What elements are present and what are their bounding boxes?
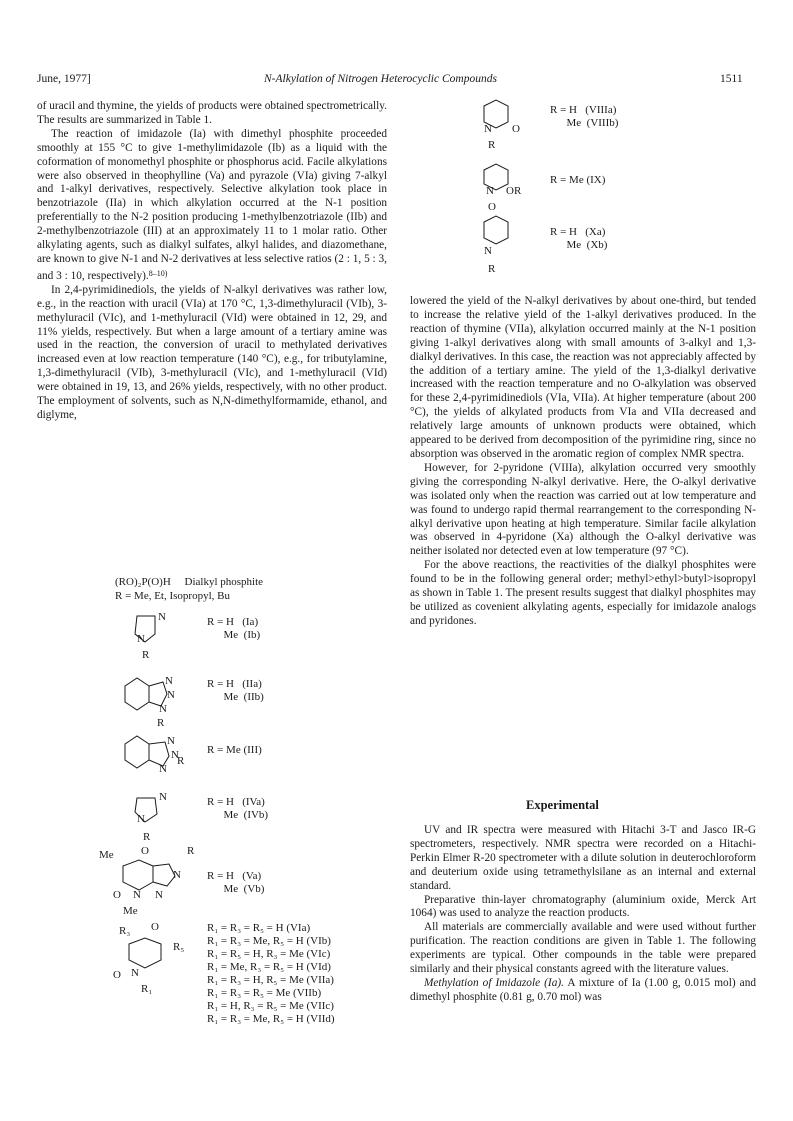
running-header-title: N-Alkylation of Nitrogen Heterocyclic Compounds bbox=[264, 73, 497, 85]
paragraph: UV and IR spectra were measured with Hitachi 3-T and Jasco IR-G spectrometers, respectively. NMR spectra were recorded on a Hitachi-Perkin Elmer R-20 spectrometer with a dilute solution in deuterochloroform and deuterium oxide using tetramethylsilane as an internal and external standard. bbox=[410, 824, 756, 892]
methylbenzotriazole-structure bbox=[115, 732, 195, 782]
svg-text:O: O bbox=[141, 845, 149, 857]
svg-text:N: N bbox=[167, 689, 175, 701]
paragraph-text: A mixture of Ia (1.00 g, 0.015 mol) and dimethyl phosphite (0.81 g, 0.70 mol) was bbox=[410, 976, 756, 1003]
svg-text:N: N bbox=[158, 611, 166, 623]
paragraph bbox=[410, 977, 756, 1005]
compound-label: R = Me (IX) bbox=[550, 174, 606, 186]
alkyl-definition: R = Me, Et, Isopropyl, Bu bbox=[115, 590, 230, 602]
compound-label: R = H (IIa) Me (IIb) bbox=[207, 678, 264, 703]
compound-label: R = Me (III) bbox=[207, 744, 262, 756]
structure-scheme-right bbox=[470, 100, 770, 280]
paragraph: lowered the yield of the N-alkyl derivatives by about one-third, but tended to increase the relative yield of the 1-alkyl derivatives produced. In the reaction of thymine (VIIa), alkylation occurred mainly at the N-1 position giving 1-alkyl derivatives along with small amounts of 3-alkyl and 1,3-dialkyl derivatives. In this case, the reaction was not appreciably affected by the addition of a tertiary amine. The yield of the 1,3-dialkyl derivative increased with the reaction temperature and no O-alkylation was observed for these 2,4-pyrimidinediols (VIa, VIIa). At higher temperature (about 200 °C), the yields of alkylated products from VIa and VIIa decreased and relatively large amounts of unknown products were obtained, which appeared to be derived from decomposition of the pyrimidine ring, since no absorption was observed in the aromatic region of complex NMR spectra. bbox=[410, 295, 756, 460]
svg-text:R: R bbox=[488, 263, 496, 275]
svg-text:R: R bbox=[143, 831, 151, 843]
svg-text:N: N bbox=[484, 245, 492, 257]
svg-text:R: R bbox=[177, 755, 185, 767]
svg-text:N: N bbox=[173, 869, 181, 881]
svg-text:O: O bbox=[113, 969, 121, 981]
section-heading: Experimental bbox=[526, 798, 599, 812]
imidazole-structure bbox=[115, 610, 175, 660]
paragraph bbox=[37, 128, 387, 284]
page-number: 1511 bbox=[720, 73, 743, 85]
compound-label: R = H (VIIIa) Me (VIIIb) bbox=[550, 104, 619, 129]
svg-text:R₅: R₅ bbox=[173, 941, 185, 953]
svg-text:N: N bbox=[484, 123, 492, 135]
svg-text:Me: Me bbox=[123, 905, 138, 917]
theophylline-structure bbox=[99, 845, 215, 926]
svg-text:N: N bbox=[165, 675, 173, 687]
right-column-text bbox=[410, 295, 756, 629]
paragraph: All materials are commercially available and were used without further purification. The reaction conditions are given in Table 1. The following experiments are typical. Other compounds in the table were prepared similarly and their physical constants agreed with the literature values. bbox=[410, 921, 756, 976]
svg-text:N: N bbox=[133, 889, 141, 901]
svg-text:R₃: R₃ bbox=[119, 925, 131, 937]
svg-text:O: O bbox=[488, 201, 496, 213]
compound-label: R = H (Xa) Me (Xb) bbox=[550, 226, 608, 251]
svg-text:N: N bbox=[131, 967, 139, 979]
running-header-left: June, 1977] bbox=[37, 73, 91, 85]
svg-text:N: N bbox=[171, 749, 179, 761]
svg-text:R: R bbox=[488, 139, 496, 151]
svg-text:R: R bbox=[142, 649, 150, 661]
reagent-formula: (RO)₂P(O)H Dialkyl phosphite bbox=[115, 576, 264, 588]
svg-text:N: N bbox=[155, 889, 163, 901]
svg-text:O: O bbox=[113, 889, 121, 901]
alkoxypyridine-structure bbox=[470, 162, 550, 202]
svg-text:O: O bbox=[151, 921, 159, 933]
compound-label: R₁ = R₃ = R₅ = H (VIa) R₁ = R₃ = Me, R₅ = H (VIb) R₁ = R₅ = H, R₃ = Me (VIc) R₁ = Me, R₃ = R₅ = H (VId) R₁ = R₃ = H, R₅ = Me (VIIa) R₁ = R₃ = R₅ = Me (VIIb) R₁ = H, R₃ = R₅ = Me (VIIc) R₁ = R₃ = Me, R₅ = H (VIId) bbox=[207, 922, 335, 1025]
pyridin-4-one-structure bbox=[470, 202, 540, 282]
svg-text:OR: OR bbox=[506, 185, 522, 197]
paragraph: In 2,4-pyrimidinediols, the yields of N-alkyl derivatives was rather low, e.g., in the reaction with uracil (VIa) at 170 °C, 1,3-dimethyluracil (VIb), 3-methyluracil (VIc), and 1-methyluracil (VId) were obtained in 12, 29, and 11% yields, respectively. But when a large amount of a tertiary amine was used in the reaction, the conversion of uracil to methylated derivatives increased even at low reaction temperature (140 °C), e.g., for tributylamine, 1,3-dimethyluracil (VIb), 3-methyluracil (VIc), and 1-methyluracil (VId) were obtained in 19, 13, and 26% yields, respectively, with no other product. The employment of solvents, such as N,N-dimethylformamide, ethanol, and diglyme, bbox=[37, 283, 387, 421]
experimental-text bbox=[410, 824, 756, 1005]
pyrimidinediol-structure bbox=[115, 920, 215, 1000]
svg-text:N: N bbox=[159, 703, 167, 715]
svg-text:O: O bbox=[512, 123, 520, 135]
svg-text:R: R bbox=[187, 845, 195, 857]
paragraph: However, for 2-pyridone (VIIIa), alkylation occurred very smoothly giving the corresponding N-alkyl derivative. Here, the O-alkyl derivative was isolated only when the reaction was carried out at low temperature and was found to undergo rapid thermal rearrangement to the corresponding N-alkyl derivative upon heating at high temperature. Similar facile alkylation was observed in 4-pyridone (Xa) although the O-alkyl derivative was neither isolated nor detected even at low temperature (97 °C). bbox=[410, 461, 756, 558]
structure-scheme-left bbox=[99, 576, 395, 1025]
paragraph: Preparative thin-layer chromatography (aluminium oxide, Merck Art 1064) was used to analyze the reaction products. bbox=[410, 893, 756, 920]
left-column-text bbox=[37, 100, 387, 423]
paragraph-text: The reaction of imidazole (Ia) with dimethyl phosphite proceeded smoothly at 155 °C to give 1-methylimidazole (Ib) as a liquid with the coformation of monomethyl phosphite or phosphorus acid. Facile alkylations were also observed in theophylline (Va) and pyrazole (VIa) giving 7-alkyl and 1-alkyl derivatives, respectively. Selective alkylation took place in benzotriazole (IIa) in which alkylation occurred at the N-1 position preferentially to the N-2 position producing 1-methylbenzotriazole (IIb) and 2-methylbenzotriazole (III) at an approximately 11 to 1 molar ratio. Other alkylating agents, such as dialkyl sulfates, alkyl halides, and diazomethane, are known to give N-1 and N-2 derivatives at less selective ratios (2 : 1, 5 : 3, and 3 : 10, respectively). bbox=[37, 127, 387, 282]
svg-text:R₁: R₁ bbox=[141, 983, 153, 995]
procedure-title: Methylation of Imidazole (Ia). bbox=[424, 976, 564, 989]
compound-label: R = H (Va) Me (Vb) bbox=[207, 870, 265, 895]
compound-label: R = H (Ia) Me (Ib) bbox=[207, 616, 261, 641]
svg-text:R: R bbox=[157, 717, 165, 729]
svg-text:N: N bbox=[159, 763, 167, 775]
benzotriazole-structure bbox=[115, 668, 195, 728]
paragraph: For the above reactions, the reactivities of the dialkyl phosphites were found to be in the following general order; methyl>ethyl>butyl>isopropyl as shown in Table 1. The present results suggest that dialkyl phosphites may be utilized as covenient alkylating agents, especially for imidazole analogs and pyridones. bbox=[410, 559, 756, 627]
paragraph: of uracil and thymine, the yields of products were obtained spectrometrically. The results are summarized in Table 1. bbox=[37, 100, 387, 126]
pyrazole-structure bbox=[115, 788, 175, 848]
svg-text:N: N bbox=[167, 735, 175, 747]
svg-text:N: N bbox=[137, 633, 145, 645]
svg-text:N: N bbox=[137, 813, 145, 825]
svg-text:N: N bbox=[159, 791, 167, 803]
reference-superscript: 8–10) bbox=[148, 268, 168, 278]
compound-label: R = H (IVa) Me (IVb) bbox=[207, 796, 269, 821]
pyridone-structure bbox=[470, 100, 540, 150]
svg-text:N: N bbox=[486, 185, 494, 197]
svg-text:Me: Me bbox=[99, 849, 114, 861]
